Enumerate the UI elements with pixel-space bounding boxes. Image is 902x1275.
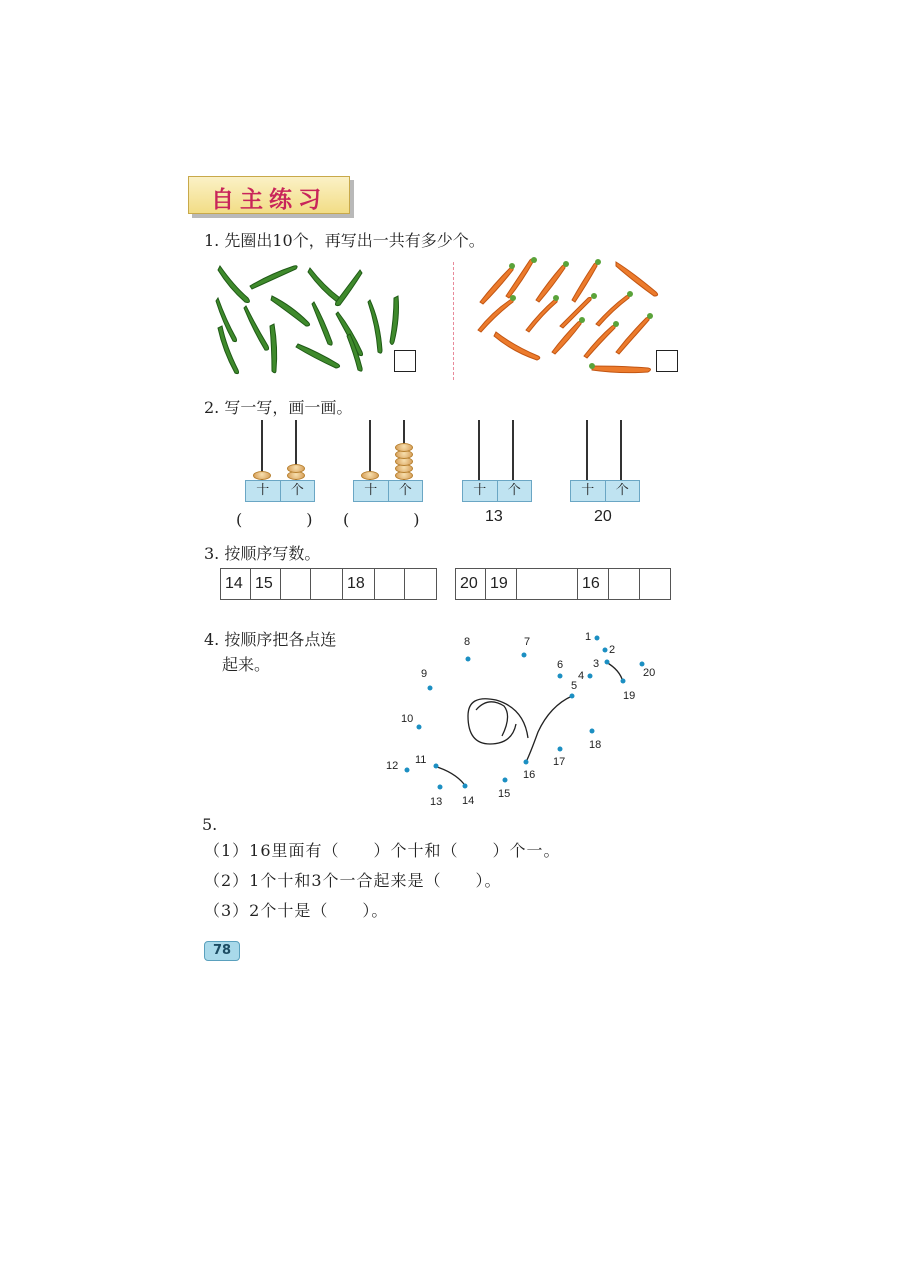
abacus-base bbox=[462, 480, 532, 502]
question-1-text: 1. 先圈出10个，再写出一共有多少个。 bbox=[204, 231, 485, 250]
ones-bead bbox=[287, 464, 305, 473]
strip-blank[interactable] bbox=[311, 569, 343, 599]
dots bbox=[405, 636, 645, 790]
dot-label: 2 bbox=[609, 644, 616, 656]
connector-5-16 bbox=[526, 696, 572, 762]
page-number: 78 bbox=[204, 941, 240, 961]
strip-cell: 15 bbox=[251, 569, 281, 599]
question-5-number: 5. bbox=[202, 815, 218, 834]
dot-label: 13 bbox=[430, 796, 443, 808]
ones-bead bbox=[395, 443, 413, 452]
abacus-4 bbox=[570, 420, 640, 500]
shell-inner bbox=[476, 702, 508, 736]
dot-label: 16 bbox=[523, 769, 536, 781]
dot-label: 17 bbox=[553, 756, 566, 768]
dot-label: 8 bbox=[464, 636, 471, 648]
ones-label: 个 bbox=[398, 483, 412, 498]
ones-rod bbox=[512, 420, 514, 480]
strip-blank[interactable] bbox=[405, 569, 436, 599]
tens-rod bbox=[586, 420, 588, 480]
question-5-2: （2）1个十和3个一合起来是（ ）。 bbox=[204, 871, 502, 890]
dot-10 bbox=[417, 725, 422, 730]
strip-blank[interactable] bbox=[609, 569, 640, 599]
abacus-3 bbox=[462, 420, 532, 500]
strip-blank[interactable] bbox=[640, 569, 670, 599]
pepper-count-box[interactable] bbox=[394, 350, 416, 372]
dot-4 bbox=[588, 674, 593, 679]
dot-15 bbox=[503, 778, 508, 783]
number-strip-2 bbox=[455, 568, 671, 600]
number-strip-1 bbox=[220, 568, 437, 600]
section-title: 自主练习 bbox=[211, 187, 327, 213]
abacus-2-answer[interactable]: ( ) bbox=[343, 510, 420, 529]
tens-label: 十 bbox=[246, 481, 281, 501]
abacus-4-number: 20 bbox=[594, 508, 612, 525]
dot-label: 12 bbox=[386, 760, 399, 772]
dot-label: 4 bbox=[578, 670, 585, 682]
question-4-line2: 起来。 bbox=[222, 655, 271, 674]
question-3-text: 3. 按顺序写数。 bbox=[204, 544, 321, 563]
dot-label: 3 bbox=[593, 658, 600, 670]
tens-rod bbox=[478, 420, 480, 480]
green-peppers-image bbox=[210, 258, 415, 380]
strip-cell: 19 bbox=[486, 569, 517, 599]
connector-3-19 bbox=[606, 662, 623, 682]
dot-label: 1 bbox=[585, 631, 592, 643]
strip-blank[interactable] bbox=[517, 569, 578, 599]
dot-16 bbox=[524, 760, 529, 765]
abacus-1 bbox=[245, 420, 315, 500]
dot-11 bbox=[434, 764, 439, 769]
abacus-base bbox=[353, 480, 423, 502]
section-banner bbox=[188, 176, 350, 214]
dot-1 bbox=[595, 636, 600, 641]
dot-9 bbox=[428, 686, 433, 691]
strip-cell: 20 bbox=[456, 569, 486, 599]
dot-label: 7 bbox=[524, 636, 531, 648]
tens-label: 十 bbox=[463, 481, 498, 501]
ones-rod bbox=[620, 420, 622, 480]
strip-cell: 16 bbox=[578, 569, 609, 599]
dot-2 bbox=[603, 648, 608, 653]
tens-label: 十 bbox=[354, 481, 389, 501]
carrot-count-box[interactable] bbox=[656, 350, 678, 372]
abacus-base bbox=[570, 480, 640, 502]
dot-17 bbox=[558, 747, 563, 752]
dot-12 bbox=[405, 768, 410, 773]
connector-11-14 bbox=[434, 766, 464, 784]
dot-label: 20 bbox=[643, 667, 656, 679]
tens-bead bbox=[253, 471, 271, 480]
dot-18 bbox=[590, 729, 595, 734]
shell-curve bbox=[468, 699, 528, 744]
dot-3 bbox=[605, 660, 610, 665]
divider-line bbox=[453, 262, 454, 380]
dot-label: 5 bbox=[571, 680, 578, 692]
carrots-image bbox=[476, 256, 661, 378]
dot-19 bbox=[621, 679, 626, 684]
ones-label: 个 bbox=[507, 483, 521, 498]
question-5-1: （1）16里面有（ ）个十和（ ）个一。 bbox=[204, 841, 561, 860]
question-2-text: 2. 写一写，画一画。 bbox=[204, 398, 353, 417]
dot-label: 15 bbox=[498, 788, 511, 800]
dot-label: 11 bbox=[415, 754, 427, 766]
abacus-3-number: 13 bbox=[485, 508, 503, 525]
ones-label: 个 bbox=[615, 483, 629, 498]
dot-13 bbox=[438, 785, 443, 790]
strip-cell: 14 bbox=[221, 569, 251, 599]
abacus-base bbox=[245, 480, 315, 502]
abacus-2 bbox=[353, 420, 423, 500]
dot-6 bbox=[558, 674, 563, 679]
question-5-3: （3）2个十是（ ）。 bbox=[204, 901, 389, 920]
strip-cell: 18 bbox=[343, 569, 375, 599]
ones-label: 个 bbox=[290, 483, 304, 498]
tens-label: 十 bbox=[571, 481, 606, 501]
dot-14 bbox=[463, 784, 468, 789]
abacus-1-answer[interactable]: ( ) bbox=[236, 510, 313, 529]
dot-label: 14 bbox=[462, 795, 475, 807]
dot-7 bbox=[522, 653, 527, 658]
dot-5 bbox=[570, 694, 575, 699]
dot-label: 19 bbox=[623, 690, 636, 702]
dot-8 bbox=[466, 657, 471, 662]
dot-label: 18 bbox=[589, 739, 602, 751]
tens-bead bbox=[361, 471, 379, 480]
dot-20 bbox=[640, 662, 645, 667]
question-4-line1: 4. 按顺序把各点连 bbox=[204, 630, 337, 649]
dot-label: 9 bbox=[421, 668, 428, 680]
dot-label: 10 bbox=[401, 713, 414, 725]
strip-blank[interactable] bbox=[281, 569, 311, 599]
dot-label: 6 bbox=[557, 659, 564, 671]
dot-to-dot-puzzle bbox=[380, 628, 680, 818]
strip-blank[interactable] bbox=[375, 569, 405, 599]
